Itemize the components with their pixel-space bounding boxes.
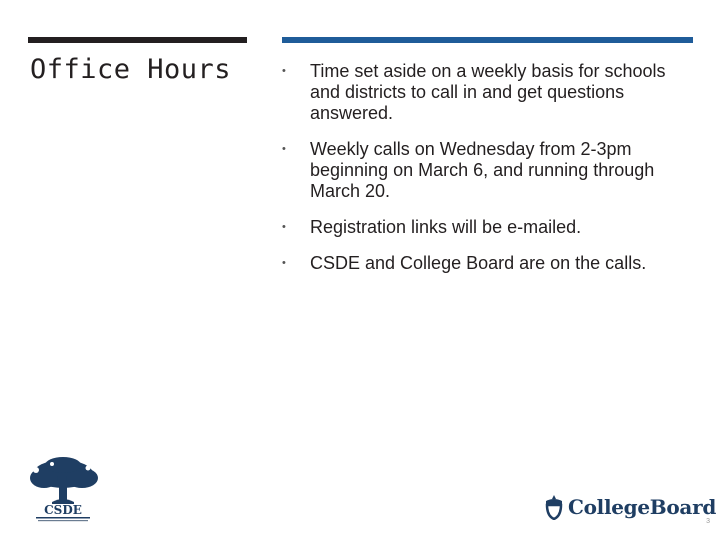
bullet-icon: • — [282, 143, 286, 155]
acorn-icon — [543, 494, 565, 520]
bullet-text: Time set aside on a weekly basis for schools and districts to call in and get questions answered. — [310, 61, 666, 123]
bullet-list — [282, 61, 692, 289]
bullet-text: Weekly calls on Wednesday from 2-3pm beginning on March 6, and running through March 20. — [310, 139, 655, 201]
bullet-item — [282, 139, 692, 202]
bullet-icon: • — [282, 257, 286, 269]
csde-tree-icon — [22, 456, 104, 524]
bullet-item — [282, 217, 692, 238]
slide-title: Office Hours — [30, 54, 232, 85]
page-number: 3 — [706, 518, 710, 525]
content-rule — [282, 37, 693, 43]
college-board-label: CollegeBoard — [568, 495, 717, 519]
bullet-item — [282, 253, 692, 274]
title-rule — [28, 37, 247, 43]
csde-label: CSDE — [44, 503, 82, 517]
bullet-item — [282, 61, 692, 124]
bullet-icon: • — [282, 65, 286, 77]
csde-logo — [22, 456, 104, 524]
bullet-text: Registration links will be e-mailed. — [310, 217, 582, 237]
bullet-text: CSDE and College Board are on the calls. — [310, 253, 647, 273]
college-board-logo — [543, 494, 716, 520]
bullet-icon: • — [282, 221, 286, 233]
